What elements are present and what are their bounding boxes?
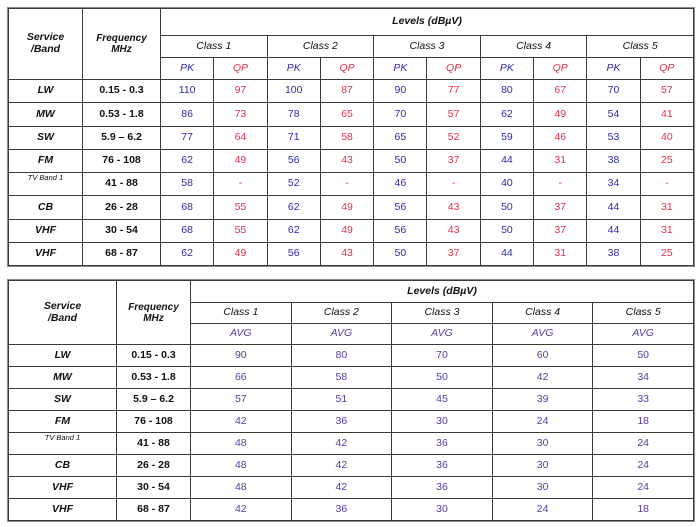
pk-value: 68 [161,219,214,242]
avg-value: 36 [291,499,392,521]
qp-value: 65 [320,103,373,126]
qp-value: 49 [214,242,267,265]
avg-value: 24 [492,499,593,521]
avg-value: 36 [291,411,392,433]
table-row [9,499,694,521]
frequency-header: Frequency MHz [83,9,161,80]
frequency-range: 5.9 – 6.2 [117,389,191,411]
avg-value: 70 [392,345,493,367]
qp-value: 49 [534,103,587,126]
class-header-4: Class 4 [492,303,593,324]
frequency-range: 41 - 88 [117,433,191,455]
avg-label: AVG [392,324,493,345]
qp-value: 73 [214,103,267,126]
pk-value: 62 [161,242,214,265]
qp-value: 31 [640,219,693,242]
pk-value: 38 [587,149,640,172]
avg-value: 48 [191,477,292,499]
pk-value: 38 [587,242,640,265]
avg-value: 42 [191,499,292,521]
table-row [9,126,694,149]
pk-label: PK [161,58,214,80]
pk-value: 80 [480,80,533,103]
band-label: CB [9,196,83,219]
qp-label: QP [427,58,480,80]
avg-value: 42 [291,477,392,499]
table-row [9,455,694,477]
qp-value: 40 [640,126,693,149]
qp-value: 25 [640,242,693,265]
table-row [9,103,694,126]
class-header-1: Class 1 [161,36,268,58]
frequency-range: 30 - 54 [83,219,161,242]
avg-value: 30 [492,477,593,499]
pk-value: 50 [480,196,533,219]
band-label: VHF [9,499,117,521]
pk-value: 62 [480,103,533,126]
qp-label: QP [320,58,373,80]
pk-value: 46 [374,173,427,196]
pk-value: 53 [587,126,640,149]
avg-label: AVG [593,324,694,345]
band-label: FM [9,411,117,433]
qp-value: 37 [534,219,587,242]
band-label: SW [9,389,117,411]
table-row [9,433,694,455]
frequency-range: 68 - 87 [117,499,191,521]
frequency-range: 0.15 - 0.3 [83,80,161,103]
frequency-range: 76 - 108 [83,149,161,172]
avg-value: 80 [291,345,392,367]
avg-value: 18 [593,411,694,433]
qp-value: 49 [320,196,373,219]
pk-value: 34 [587,173,640,196]
band-label: FM [9,149,83,172]
pk-value: 56 [374,219,427,242]
class-header-5: Class 5 [587,36,694,58]
class-header-1: Class 1 [191,303,292,324]
pk-value: 100 [267,80,320,103]
band-label: LW [9,345,117,367]
avg-value: 57 [191,389,292,411]
table-row [9,345,694,367]
qp-value: 64 [214,126,267,149]
qp-value: 37 [427,242,480,265]
qp-value: 43 [427,196,480,219]
pk-value: 44 [587,196,640,219]
qp-value: 52 [427,126,480,149]
frequency-range: 0.53 - 1.8 [117,367,191,389]
table-row [9,367,694,389]
avg-label: AVG [191,324,292,345]
pk-value: 56 [374,196,427,219]
frequency-range: 5.9 – 6.2 [83,126,161,149]
frequency-range: 76 - 108 [117,411,191,433]
frequency-range: 41 - 88 [83,173,161,196]
qp-value: 67 [534,80,587,103]
avg-value: 24 [492,411,593,433]
pk-value: 50 [374,242,427,265]
qp-value: 37 [534,196,587,219]
qp-value: 41 [640,103,693,126]
frequency-range: 30 - 54 [117,477,191,499]
qp-value: 55 [214,219,267,242]
qp-value: 77 [427,80,480,103]
qp-value: 43 [427,219,480,242]
table-row [9,242,694,265]
avg-value: 30 [492,433,593,455]
avg-value: 50 [392,367,493,389]
class-header-4: Class 4 [480,36,587,58]
avg-value: 34 [593,367,694,389]
qp-value: 43 [320,242,373,265]
avg-value: 24 [593,477,694,499]
service-band-header: Service /Band [9,281,117,345]
avg-value: 24 [593,455,694,477]
pk-value: 56 [267,242,320,265]
avg-value: 66 [191,367,292,389]
pk-value: 110 [161,80,214,103]
qp-value: 43 [320,149,373,172]
pk-value: 62 [161,149,214,172]
pk-value: 78 [267,103,320,126]
table-row [9,173,694,196]
class-header-3: Class 3 [392,303,493,324]
band-label: LW [9,80,83,103]
avg-value: 48 [191,455,292,477]
pk-value: 44 [480,242,533,265]
class-header-2: Class 2 [267,36,374,58]
avg-value: 48 [191,433,292,455]
table-row [9,477,694,499]
frequency-range: 26 - 28 [117,455,191,477]
qp-value: 49 [214,149,267,172]
pk-value: 62 [267,219,320,242]
table-row [9,219,694,242]
class-header-3: Class 3 [374,36,481,58]
avg-value: 42 [291,455,392,477]
table-row [9,411,694,433]
band-label: MW [9,367,117,389]
class-header-2: Class 2 [291,303,392,324]
avg-value: 90 [191,345,292,367]
qp-label: QP [214,58,267,80]
pk-label: PK [267,58,320,80]
band-label: MW [9,103,83,126]
avg-value: 42 [191,411,292,433]
avg-label: AVG [492,324,593,345]
avg-value: 30 [392,499,493,521]
avg-value: 36 [392,455,493,477]
frequency-range: 68 - 87 [83,242,161,265]
pk-value: 68 [161,196,214,219]
avg-label: AVG [291,324,392,345]
qp-value: 46 [534,126,587,149]
pk-value: 40 [480,173,533,196]
pk-value: 62 [267,196,320,219]
table-row [9,80,694,103]
avg-value: 50 [593,345,694,367]
avg-value: 45 [392,389,493,411]
levels-header: Levels (dBµV) [191,281,694,303]
qp-value: 55 [214,196,267,219]
avg-value: 60 [492,345,593,367]
pk-value: 59 [480,126,533,149]
avg-value: 30 [392,411,493,433]
band-label: SW [9,126,83,149]
pk-value: 56 [267,149,320,172]
qp-value: - [214,173,267,196]
pk-value: 50 [374,149,427,172]
avg-value: 36 [392,433,493,455]
pk-value: 90 [374,80,427,103]
pk-value: 50 [480,219,533,242]
pk-value: 52 [267,173,320,196]
frequency-range: 26 - 28 [83,196,161,219]
qp-value: - [427,173,480,196]
band-label: VHF [9,242,83,265]
table-row [9,389,694,411]
qp-value: 57 [640,80,693,103]
table-row [9,149,694,172]
avg-value: 58 [291,367,392,389]
qp-value: 58 [320,126,373,149]
average-table [7,279,695,522]
avg-value: 33 [593,389,694,411]
avg-value: 42 [291,433,392,455]
pk-value: 71 [267,126,320,149]
qp-label: QP [640,58,693,80]
band-label: TV Band 1 [9,433,117,455]
avg-value: 24 [593,433,694,455]
frequency-range: 0.53 - 1.8 [83,103,161,126]
pk-value: 44 [587,219,640,242]
pk-label: PK [480,58,533,80]
qp-value: 31 [534,149,587,172]
qp-value: 49 [320,219,373,242]
qp-value: 87 [320,80,373,103]
peak-quasipeak-table [7,7,695,267]
qp-value: 25 [640,149,693,172]
frequency-range: 0.15 - 0.3 [117,345,191,367]
qp-value: 31 [640,196,693,219]
table-row [9,196,694,219]
qp-value: 97 [214,80,267,103]
band-label: VHF [9,477,117,499]
frequency-header: Frequency MHz [117,281,191,345]
pk-value: 70 [374,103,427,126]
qp-value: - [640,173,693,196]
pk-value: 70 [587,80,640,103]
avg-value: 39 [492,389,593,411]
band-label: VHF [9,219,83,242]
pk-value: 65 [374,126,427,149]
pk-value: 86 [161,103,214,126]
pk-label: PK [374,58,427,80]
band-label: TV Band 1 [9,173,83,196]
pk-label: PK [587,58,640,80]
avg-value: 18 [593,499,694,521]
service-band-header: Service /Band [9,9,83,80]
pk-value: 77 [161,126,214,149]
qp-label: QP [534,58,587,80]
qp-value: 57 [427,103,480,126]
levels-header: Levels (dBµV) [161,9,694,36]
band-label: CB [9,455,117,477]
pk-value: 44 [480,149,533,172]
avg-value: 36 [392,477,493,499]
pk-value: 54 [587,103,640,126]
class-header-5: Class 5 [593,303,694,324]
avg-value: 30 [492,455,593,477]
avg-value: 51 [291,389,392,411]
qp-value: - [320,173,373,196]
qp-value: 37 [427,149,480,172]
pk-value: 58 [161,173,214,196]
avg-value: 42 [492,367,593,389]
qp-value: - [534,173,587,196]
qp-value: 31 [534,242,587,265]
